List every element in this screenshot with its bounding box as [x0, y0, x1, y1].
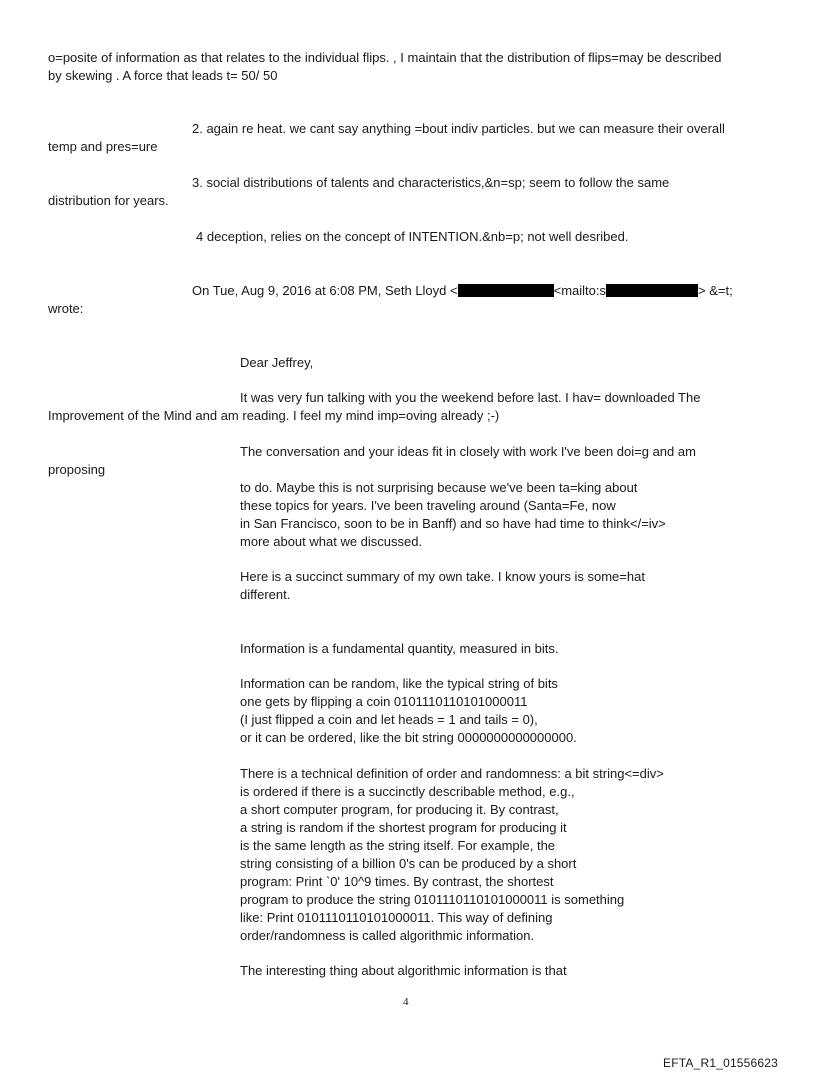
email-p6-line: is ordered if there is a succinctly describable method, e.g.,: [240, 784, 575, 799]
quote-header-line2: wrote:: [48, 301, 84, 316]
email-greeting: Dear Jeffrey,: [240, 355, 314, 370]
email-p6-line: string consisting of a billion 0's can be produced by a short: [240, 856, 577, 871]
para1-line2: by skewing . A force that leads t= 50/ 50: [48, 68, 278, 83]
email-p4-line: Information is a fundamental quantity, measured in bits.: [240, 641, 559, 656]
email-p6-line: order/randomness is called algorithmic information.: [240, 928, 535, 943]
email-p6-line: a string is random if the shortest program for producing it: [240, 820, 567, 835]
email-p6-line: like: Print 0101110110101000011. This way of defining: [240, 910, 553, 925]
email-p2-rest: in San Francisco, soon to be in Banff) and so have had time to think</=iv>: [240, 516, 666, 531]
email-p1-line1: It was very fun talking with you the weekend before last. I hav= downloaded The: [240, 390, 701, 405]
email-p1-line2: Improvement of the Mind and am reading. I feel my mind imp=oving already ;-): [48, 408, 500, 423]
email-p2-line2: proposing: [48, 462, 106, 477]
item4-line: 4 deception, relies on the concept of INTENTION.&nb=p; not well desribed.: [196, 229, 629, 244]
document-id-footer: EFTA_R1_01556623: [663, 1056, 779, 1070]
quote-header-line1: [192, 283, 733, 299]
page-number: 4: [403, 996, 409, 1008]
email-p5-line: (I just flipped a coin and let heads = 1 and tails = 0),: [240, 712, 538, 727]
quote-header-part2: <mailto:s: [553, 283, 606, 298]
email-p2-rest: to do. Maybe this is not surprising because we've been ta=king about: [240, 480, 638, 495]
email-p5-line: or it can be ordered, like the bit string 0000000000000000.: [240, 730, 577, 745]
email-p2-rest: these topics for years. I've been traveling around (Santa=Fe, now: [240, 498, 616, 513]
email-p6-line: program to produce the string 0101110110101000011 is something: [240, 892, 625, 907]
email-p6-line: a short computer program, for producing it. By contrast,: [240, 802, 559, 817]
email-p2-rest: more about what we discussed.: [240, 534, 423, 549]
para1-line1: o=posite of information as that relates to the individual flips. , I maintain that the distribution of flips=may be described: [48, 50, 722, 65]
item2-line1: 2. again re heat. we cant say anything =bout indiv particles. but we can measure their overall: [192, 121, 725, 136]
item3-line1: 3. social distributions of talents and characteristics,&n=sp; seem to follow the same: [192, 175, 670, 190]
redaction-box: [458, 284, 554, 297]
email-p3-line: Here is a succinct summary of my own take. I know yours is some=hat: [240, 569, 645, 584]
email-p6-line: There is a technical definition of order and randomness: a bit string<=div>: [240, 766, 664, 781]
email-p2-line1: The conversation and your ideas fit in closely with work I've been doi=g and am: [240, 444, 696, 459]
email-p6-line: program: Print `0' 10^9 times. By contrast, the shortest: [240, 874, 554, 889]
item2-line2: temp and pres=ure: [48, 139, 158, 154]
email-p5-line: one gets by flipping a coin 0101110110101000011: [240, 694, 528, 709]
item3-line2: distribution for years.: [48, 193, 169, 208]
email-p3-line: different.: [240, 587, 291, 602]
email-p7-line: The interesting thing about algorithmic information is that: [240, 963, 567, 978]
email-p6-line: is the same length as the string itself. For example, the: [240, 838, 556, 853]
email-p5-line: Information can be random, like the typical string of bits: [240, 676, 558, 691]
quote-header-part3: > &=t;: [698, 283, 733, 298]
redaction-box: [606, 284, 698, 297]
quote-header-part1: On Tue, Aug 9, 2016 at 6:08 PM, Seth Lloyd <: [192, 283, 458, 298]
